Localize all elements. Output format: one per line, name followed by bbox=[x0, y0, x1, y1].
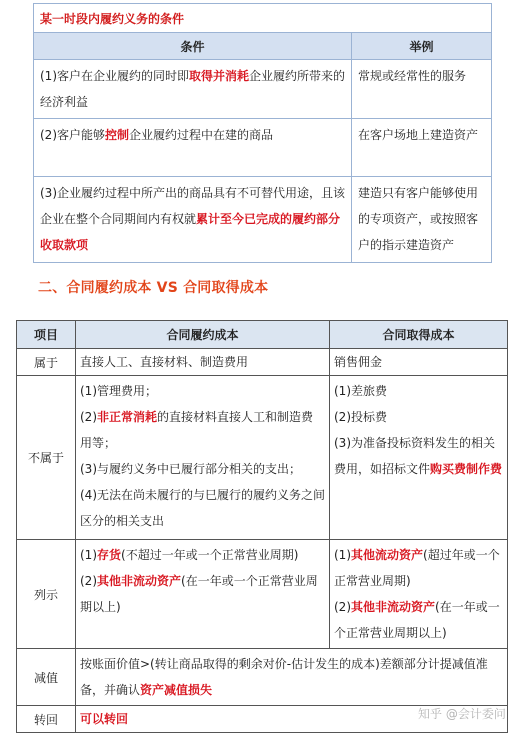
text-run: (1)管理费用； bbox=[80, 384, 157, 398]
row-label: 列示 bbox=[17, 540, 76, 649]
highlight-text: 其他流动资产 bbox=[351, 548, 424, 562]
cell-paragraph bbox=[80, 456, 325, 482]
text-run: (在一年或一个正常营业周期以上) bbox=[334, 600, 500, 640]
highlight-text: 存货 bbox=[97, 548, 122, 562]
cell-paragraph bbox=[334, 349, 503, 375]
highlight-text: 其他非流动资产 bbox=[351, 600, 436, 614]
text-run: 的直接材料直接人工和制造费用等； bbox=[80, 410, 314, 450]
header-example: 举例 bbox=[352, 33, 492, 60]
conditions-table-title: 某一时段内履约义务的条件 bbox=[34, 4, 492, 33]
condition-cell bbox=[34, 60, 352, 119]
text-run: (在一年或一个正常营业周期以上) bbox=[80, 574, 318, 614]
highlight-text: 可以转回 bbox=[80, 712, 129, 726]
text-run: (超过年或一个正常营业周期) bbox=[334, 548, 500, 588]
highlight-text: 控制 bbox=[105, 128, 130, 142]
cell-paragraph bbox=[334, 404, 503, 430]
text-run: (2)客户能够 bbox=[40, 128, 105, 142]
cell-paragraph bbox=[334, 378, 503, 404]
section-heading: 二、合同履约成本 VS 合同取得成本 bbox=[38, 280, 269, 296]
header-condition: 条件 bbox=[34, 33, 352, 60]
text-run: (2) bbox=[334, 600, 351, 614]
highlight-text: 资产减值损失 bbox=[140, 683, 213, 697]
highlight-text: 取得并消耗 bbox=[189, 69, 250, 83]
highlight-text: 其他非流动资产 bbox=[97, 574, 182, 588]
text-run: 直接人工、直接材料、制造费用 bbox=[80, 355, 249, 369]
watermark: 知乎 @会计委问 bbox=[418, 707, 506, 721]
text-run: 销售佣金 bbox=[334, 355, 383, 369]
condition-cell bbox=[34, 119, 352, 177]
acquisition-cost-cell bbox=[330, 349, 508, 376]
cell-paragraph bbox=[80, 568, 325, 620]
row-label: 减值 bbox=[17, 649, 76, 706]
header-item: 项目 bbox=[17, 321, 76, 349]
cell-paragraph bbox=[80, 542, 325, 568]
text-run: (1)差旅费 bbox=[334, 384, 387, 398]
highlight-text: 购买费制作费 bbox=[430, 462, 503, 476]
highlight-text: 非正常消耗 bbox=[97, 410, 158, 424]
text-run: (1) bbox=[334, 548, 351, 562]
cell-paragraph bbox=[80, 378, 325, 404]
text-run: 企业履约过程中在建的商品 bbox=[129, 128, 274, 142]
text-run: (2) bbox=[80, 410, 97, 424]
example-cell: 建造只有客户能够使用的专项资产，或按照客户的指示建造资产 bbox=[352, 177, 492, 263]
text-run: (3)企业履约过程中所产出的商品具有不可替代用途，且该企业在整个合同期间内有权就 bbox=[40, 186, 346, 226]
cost-comparison-table bbox=[16, 320, 508, 733]
text-run: (2)投标费 bbox=[334, 410, 387, 424]
conditions-table bbox=[33, 3, 492, 263]
row-label: 转回 bbox=[17, 706, 76, 733]
header-performance-cost: 合同履约成本 bbox=[76, 321, 330, 349]
example-cell: 常规或经常性的服务 bbox=[352, 60, 492, 119]
condition-cell bbox=[34, 177, 352, 263]
cell-paragraph bbox=[334, 430, 503, 482]
cell-paragraph bbox=[80, 651, 503, 703]
text-run: (1)客户在企业履约的同时即 bbox=[40, 69, 189, 83]
cell-paragraph bbox=[80, 482, 325, 534]
text-run: (2) bbox=[80, 574, 97, 588]
text-run: 企业履约所带来的经济利益 bbox=[40, 69, 346, 109]
text-run: 按账面价值>(转让商品取得的剩余对价-估计发生的成本)差额部分计提减值准备，并确认 bbox=[80, 657, 488, 697]
row-label: 属于 bbox=[17, 349, 76, 376]
example-cell: 在客户场地上建造资产 bbox=[352, 119, 492, 177]
text-run: (3)为准备投标资料发生的相关费用，如招标文件 bbox=[334, 436, 495, 476]
text-run: (4)无法在尚未履行的与巳履行的履约义务之间区分的相关支出 bbox=[80, 488, 325, 528]
acquisition-cost-cell bbox=[330, 540, 508, 649]
impairment-cell bbox=[76, 649, 508, 706]
header-acquisition-cost: 合同取得成本 bbox=[330, 321, 508, 349]
row-label: 不属于 bbox=[17, 376, 76, 540]
performance-cost-cell bbox=[76, 376, 330, 540]
text-run: (3)与履约义务中已履行部分相关的支出； bbox=[80, 462, 301, 476]
cell-paragraph bbox=[334, 594, 503, 646]
text-run: (不超过一年或一个正常营业周期) bbox=[121, 548, 299, 562]
cell-paragraph bbox=[80, 404, 325, 456]
text-run: (1) bbox=[80, 548, 97, 562]
highlight-text: 累计至今已完成的履约部分收取款项 bbox=[40, 212, 341, 252]
cell-paragraph bbox=[80, 349, 325, 375]
cell-paragraph bbox=[334, 542, 503, 594]
performance-cost-cell bbox=[76, 349, 330, 376]
acquisition-cost-cell bbox=[330, 376, 508, 540]
performance-cost-cell bbox=[76, 540, 330, 649]
